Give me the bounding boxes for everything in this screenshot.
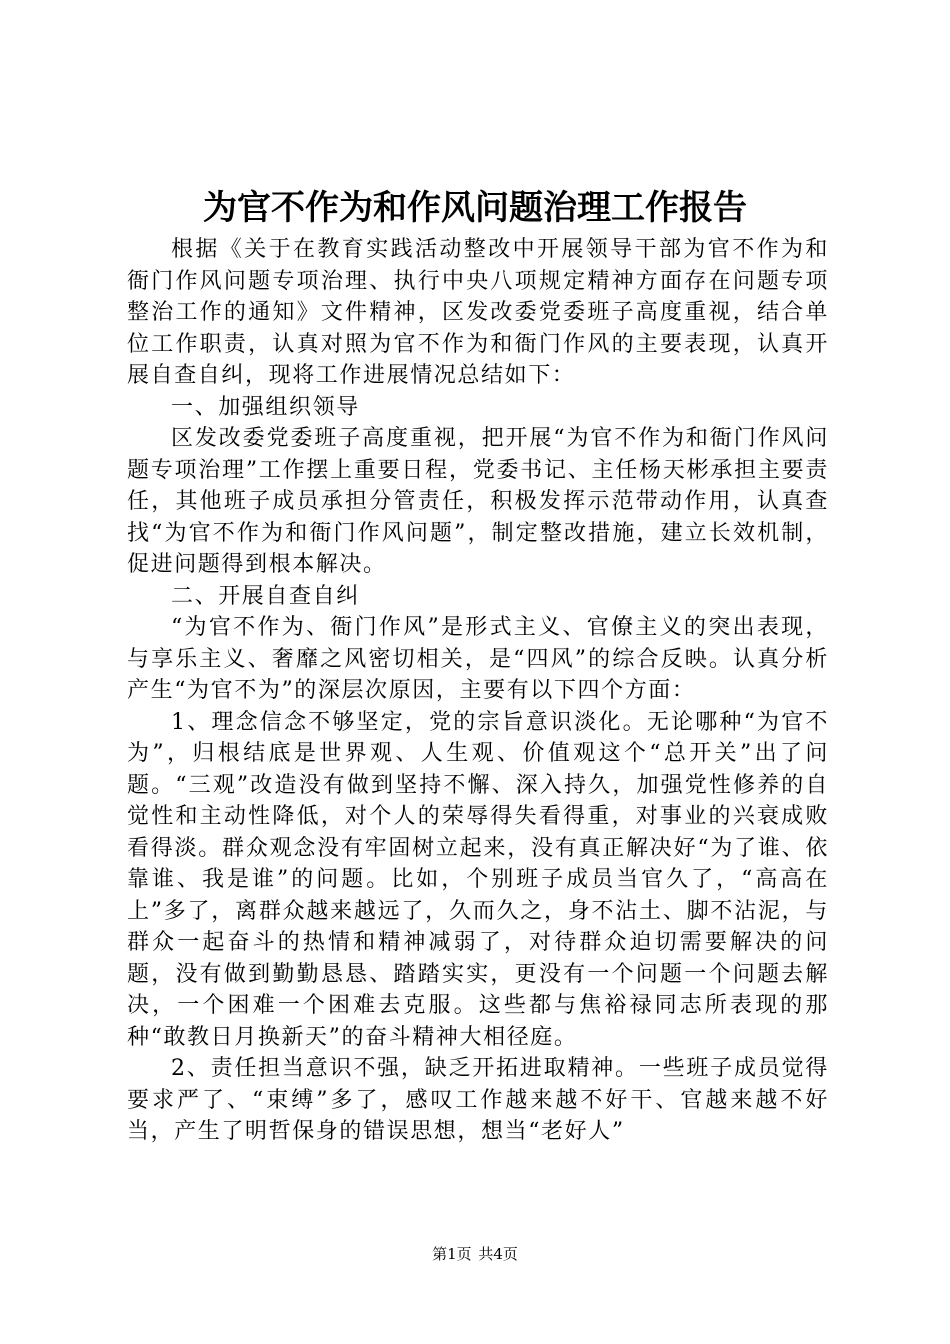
- paragraph-point-2: 2、责任担当意识不强，缺乏开拓进取精神。一些班子成员觉得要求严了、“束缚”多了，感叹工作越来越不好干、官越来越不好当，产生了明哲保身的错误思想，想当“老好人”: [127, 1056, 829, 1144]
- document-body: [127, 234, 829, 1148]
- document-title: 为官不作为和作风问题治理工作报告: [203, 188, 747, 228]
- paragraph-point-1: 1、理念信念不够坚定，党的宗旨意识淡化。无论哪种“为官不为”，归根结底是世界观、人生观、价值观这个“总开关”出了问题。“三观”改造没有做到坚持不懈、深入持久，加强党性修养的自觉性和主动性降低，对个人的荣辱得失看得重，对事业的兴衰成败看得淡。群众观念没有牢固树立起来，没有真正解决好“为了谁、依靠谁、我是谁”的问题。比如，个别班子成员当官久了，“高高在上”多了，离群众越来越远了，久而久之，身不沾土、脚不沾泥，与群众一起奋斗的热情和精神减弱了，对待群众迫切需要解决的问题，没有做到勤勤恳恳、踏踏实实，更没有一个问题一个问题去解决，一个困难一个困难去克服。这些都与焦裕禄同志所表现的那种“敢教日月换新天”的奋斗精神大相径庭。: [127, 709, 829, 1050]
- section-heading-1: 一、加强组织领导: [171, 394, 360, 420]
- page-number-footer: 第1页 共4页: [432, 1245, 518, 1263]
- section-heading-2: 二、开展自查自纠: [171, 583, 360, 609]
- paragraph-section-1: 区发改委党委班子高度重视，把开展“为官不作为和衙门作风问题专项治理”工作摆上重要日程，党委书记、主任杨天彬承担主要责任，其他班子成员承担分管责任，积极发挥示范带动作用，认真查找“为官不作为和衙门作风问题”，制定整改措施，建立长效机制，促进问题得到根本解决。: [127, 426, 829, 577]
- paragraph-section-2: “为官不作为、衙门作风”是形式主义、官僚主义的突出表现，与享乐主义、奢靡之风密切相关，是“四风”的综合反映。认真分析产生“为官不为”的深层次原因，主要有以下四个方面：: [127, 615, 829, 703]
- paragraph-intro: 根据《关于在教育实践活动整改中开展领导干部为官不作为和衙门作风问题专项治理、执行中央八项规定精神方面存在问题专项整治工作的通知》文件精神，区发改委党委班子高度重视，结合单位工作职责，认真对照为官不作为和衙门作风的主要表现，认真开展自查自纠，现将工作进展情况总结如下：: [127, 237, 829, 388]
